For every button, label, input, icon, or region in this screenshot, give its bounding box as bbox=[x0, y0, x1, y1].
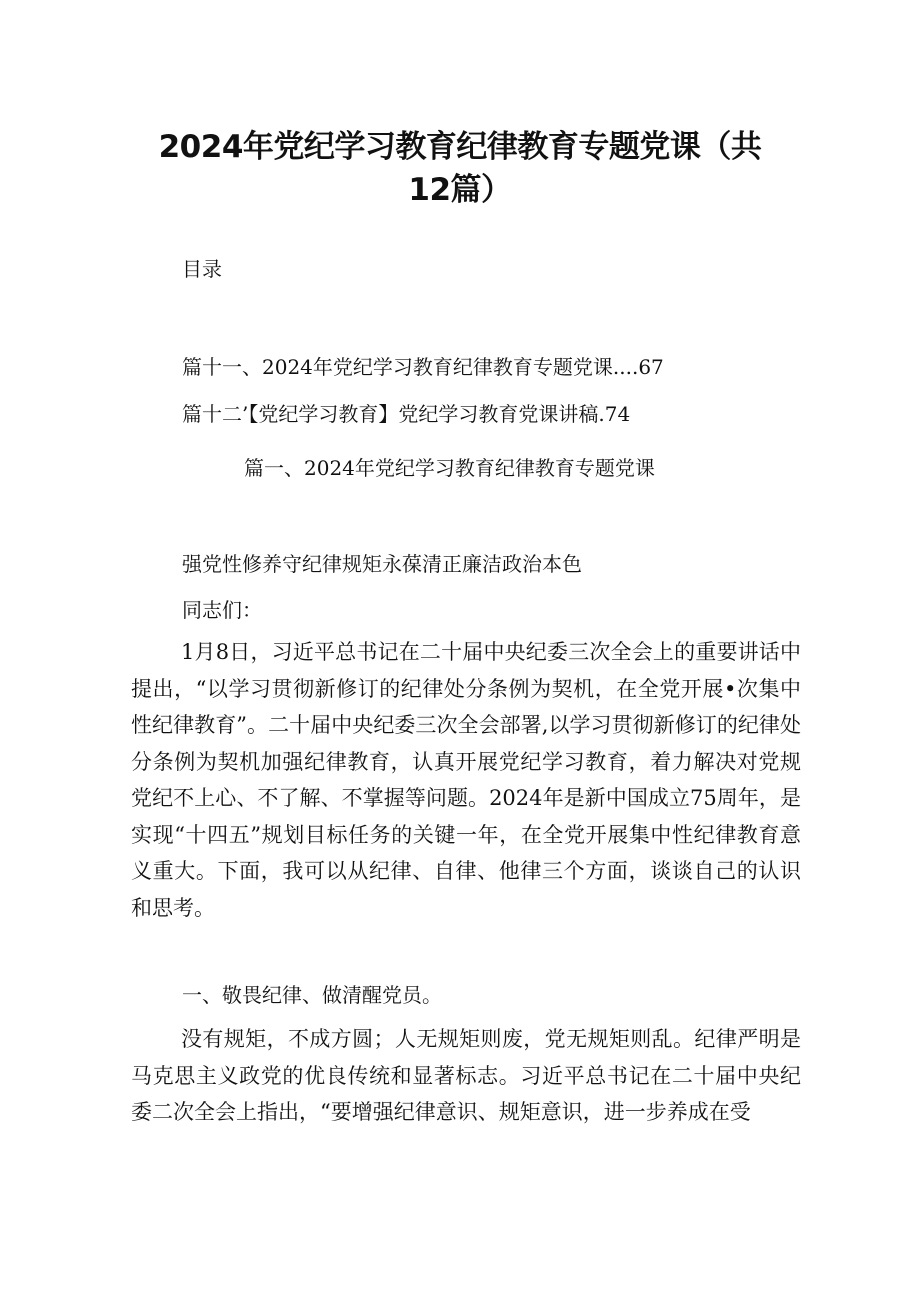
toc-label: 目录 bbox=[182, 257, 222, 281]
greeting: 同志们： bbox=[182, 598, 262, 622]
document-title-line1: 2024年党纪学习教育纪律教育专题党课（共 bbox=[158, 129, 762, 165]
speech-subtitle: 强党性修养守纪律规矩永葆清正廉洁政治本色 bbox=[182, 552, 582, 576]
toc-item-11[interactable]: 篇十一、2024年党纪学习教育纪律教育专题党课....67 bbox=[182, 355, 664, 379]
document-title-line2: 12篇） bbox=[408, 172, 512, 208]
body-paragraph-1: 1月8日，习近平总书记在二十届中央纪委三次全会上的重要讲话中提出，“以学习贯彻新修订的纪律处分条例为契机，在全党开展•次集中性纪律教育”。二十届中央纪委三次全会部署,以学习贯彻新修订的纪律处分条例为契机加强纪律教育，认真开展党纪学习教育，着力解决对党规党纪不上心、不了解、不掌握等问题。2024年是新中国成立75周年，是实现“十四五”规划目标任务的关键一年，在全党开展集中性纪律教育意义重大。下面，我可以从纪律、自律、他律三个方面，谈谈自己的认识和思考。 bbox=[131, 640, 801, 920]
body-paragraph-2: 没有规矩，不成方圆；人无规矩则废，党无规矩则乱。纪律严明是马克思主义政党的优良传统和显著标志。习近平总书记在二十届中央纪委二次全会上指出，“要增强纪律意识、规矩意识，进一步养成在受 bbox=[131, 1027, 801, 1124]
toc-item-12[interactable]: 篇十二’【党纪学习教育】党纪学习教育党课讲稿.74 bbox=[182, 402, 631, 426]
section-1-heading: 一、敬畏纪律、做清醒党员。 bbox=[182, 983, 442, 1007]
section-heading: 篇一、2024年党纪学习教育纪律教育专题党课 bbox=[244, 456, 655, 480]
